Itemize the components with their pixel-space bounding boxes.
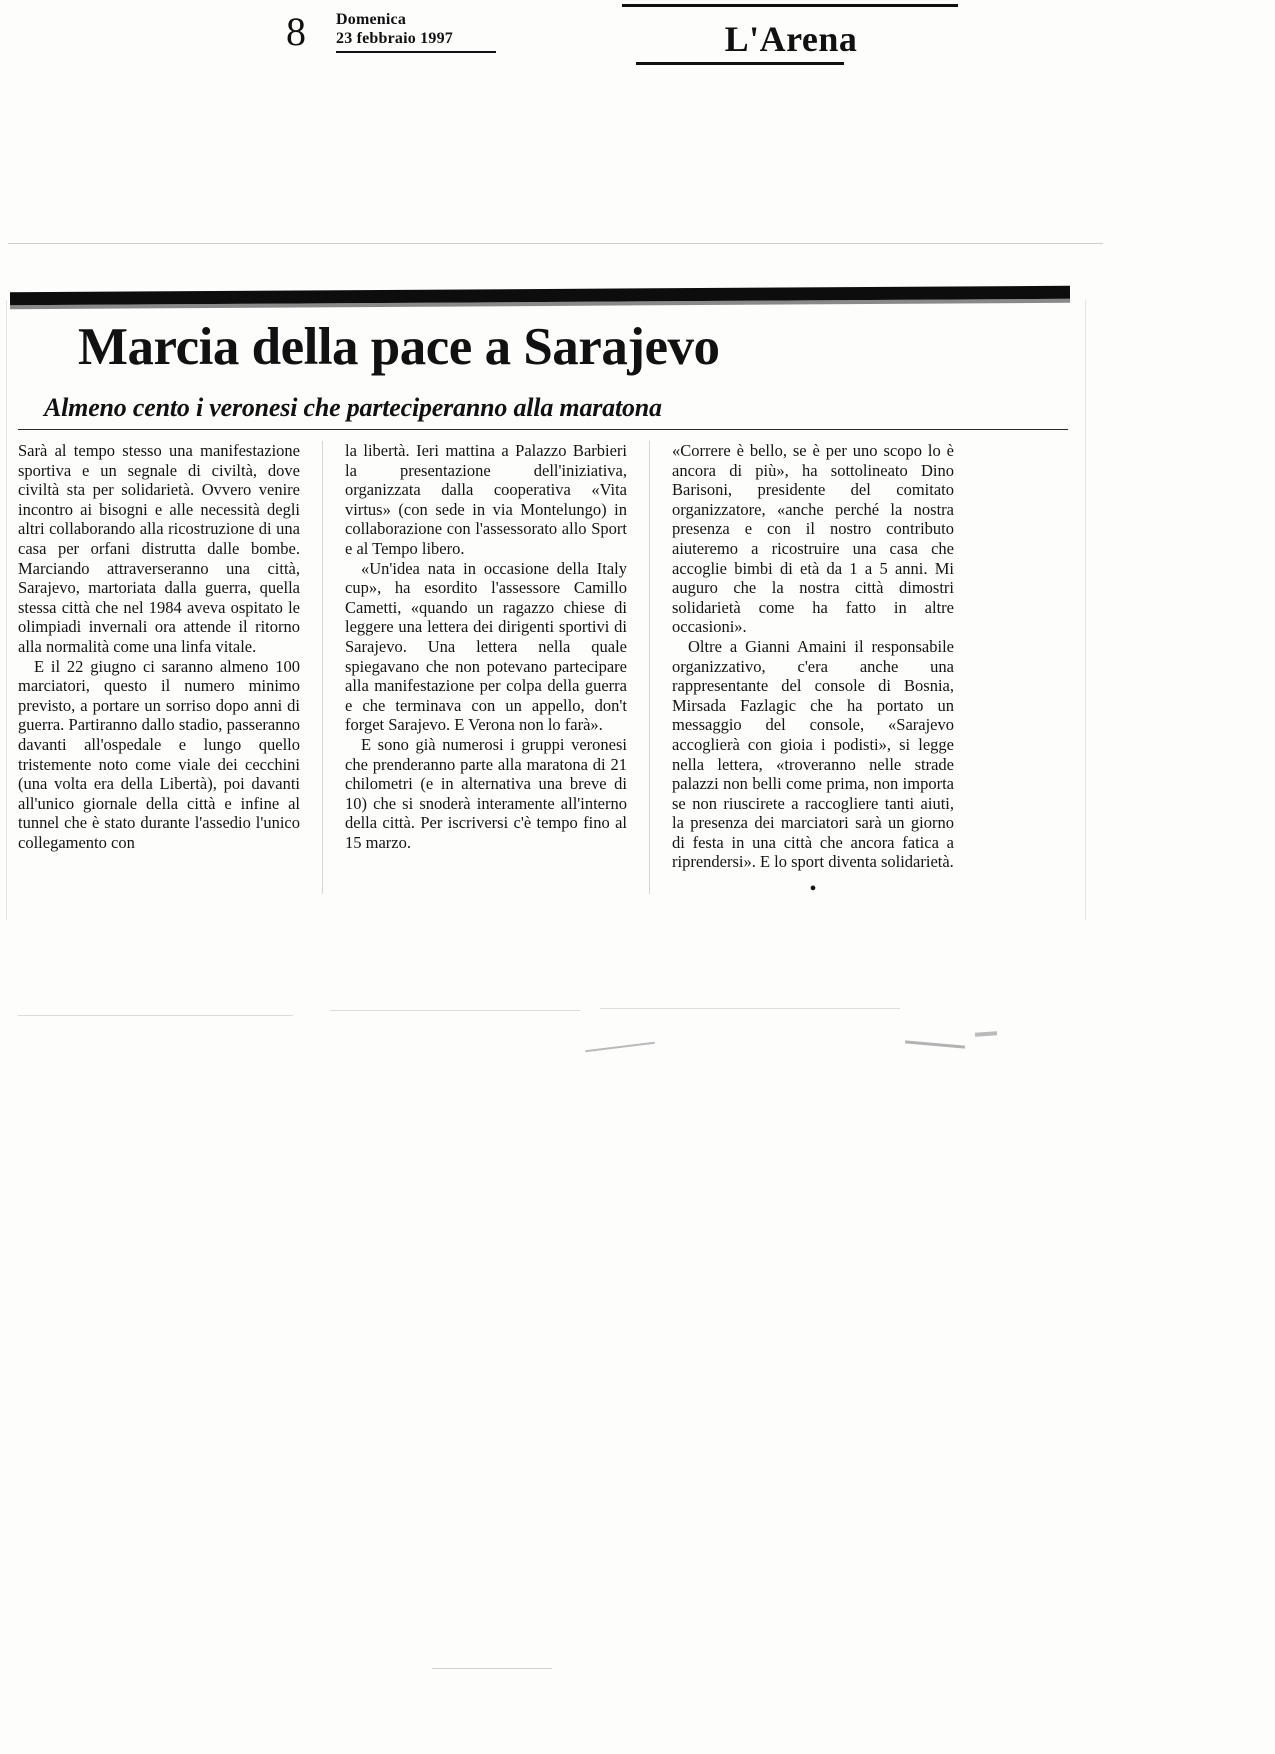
paragraph: E sono già numerosi i gruppi veronesi che prenderanno parte alla maratona di 21 chilometri (e in alternativa una breve di 10) che si snoderà interamente all'interno della città. Per iscriversi c'è tempo fino al 15 marzo. — [345, 734, 627, 852]
paragraph: «Un'idea nata in occasione della Italy cup», ha esordito l'assessore Camillo Cametti, «quando un ragazzo chiese di leggere una lettera dei dirigenti sportivi di Sarajevo. Una lettera nella quale spiegavano che non potevano partecipare alla manifestazione per colpa della guerra e che terminava con un appello, don't forget Sarajevo. E Verona non lo farà». — [345, 558, 627, 735]
paragraph: Oltre a Gianni Amaini il responsabile organizzativo, c'era anche una rappresentante del console di Bosnia, Mirsada Fazlagic che ha portato un messaggio del console, «Sarajevo accoglierà con gioia i podisti», si legge nella lettera, «troveranno nelle strade palazzi non belli come prima, non importa se non riuscirete a raccogliere tanti aiuti, la presenza dei marciatori sarà un giorno di festa in una città che ancora fatica a riprendersi». E lo sport diventa solidarietà. — [672, 636, 954, 872]
paragraph: E il 22 giugno ci saranno almeno 100 marciatori, questo il numero minimo previsto, a portare un sorriso dopo anni di guerra. Partiranno dallo stadio, passeranno davanti all'ospedale e lungo quello tristemente noto come viale dei cecchini (una volta era della Libertà), poi davanti all'unico giornale della città e infine al tunnel che è stato durante l'assedio l'unico collegamento con — [18, 656, 300, 852]
dateline — [336, 10, 506, 53]
dateline-rule — [336, 51, 496, 53]
nameplate-rule-bottom — [636, 62, 844, 65]
dateline-day: Domenica — [336, 11, 407, 28]
column-divider — [322, 441, 323, 894]
clipping-top-edge — [8, 243, 1103, 244]
article-column-1 — [18, 441, 300, 894]
end-mark: • — [809, 878, 817, 901]
article-column-2 — [345, 441, 627, 894]
masthead — [0, 0, 1275, 90]
subhead-rule — [18, 429, 1068, 430]
paragraph: «Correre è bello, se è per uno scopo lo è ancora di più», ha sottolineato Dino Barisoni, presidente del comitato organizzatore, «anche perché la nostra presenza e con il nostro contributo aiuteremo a ricostruire una casa che accoglie bimbi di età da 1 a 5 anni. Mi auguro che la nostra città dimostri solidarietà come ha fatto in altre occasioni». — [672, 441, 954, 637]
column-divider — [649, 441, 650, 894]
paragraph: Sarà al tempo stesso una manifestazione sportiva e un segnale di civiltà, dove civiltà sta per solidarietà. Ovvero venire incontro ai bisogni e alle necessità degli altri collaborando alla ricostruzione di una casa per orfani distrutta dalle bombe. Marciando attraverseranno una città, Sarajevo, martoriata dalla guerra, quella stessa città che nel 1984 aveva ospitato le olimpiadi invernali ora attende il ritorno alla normalità come una linfa vitale. — [18, 441, 300, 656]
paragraph: la libertà. Ieri mattina a Palazzo Barbieri la presentazione dell'iniziativa, organizzata dalla cooperativa «Vita virtus» (con sede in via Montelungo) in collaborazione con l'assessorato allo Sport e al Tempo libero. — [345, 441, 627, 558]
page-number: 8 — [286, 9, 305, 54]
article-body — [18, 441, 1078, 901]
nameplate-rule-top — [622, 4, 958, 7]
article-headline: Marcia della pace a Sarajevo — [78, 318, 720, 376]
article-column-3 — [672, 441, 954, 901]
newspaper-nameplate: L'Arena — [724, 19, 858, 59]
article-subhead: Almeno cento i veronesi che parteciperanno alla maratona — [44, 393, 662, 422]
dateline-date: 23 febbraio 1997 — [336, 30, 453, 47]
